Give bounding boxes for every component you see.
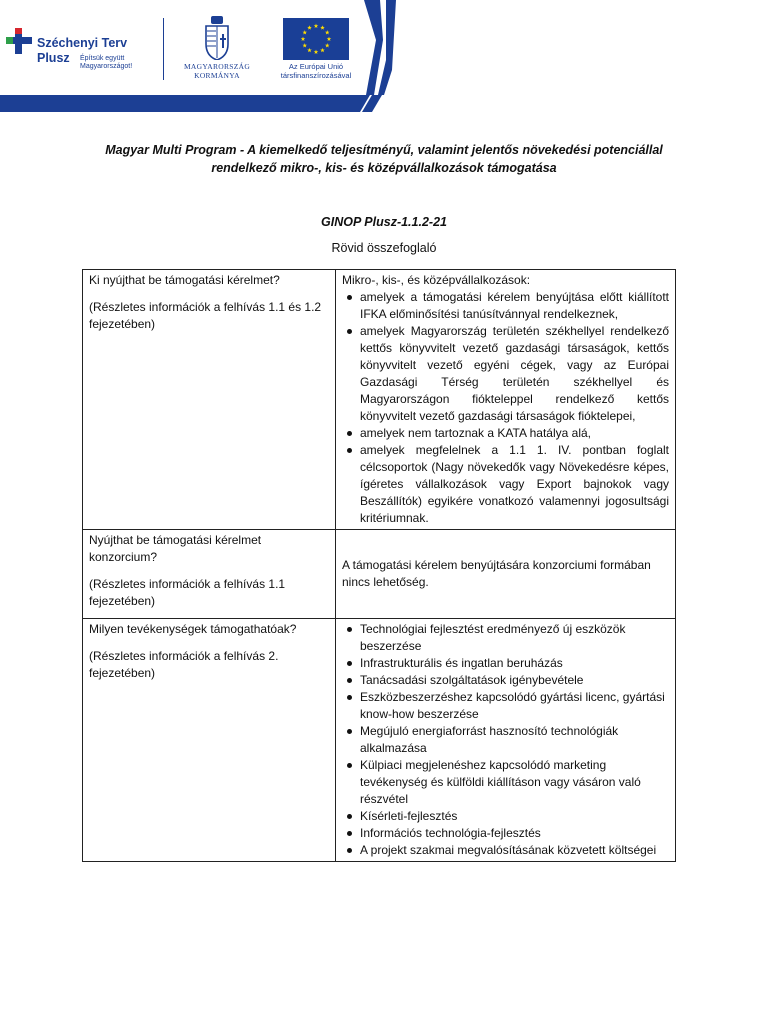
list-item: A projekt szakmai megvalósításának közvetett költségei [360,842,669,859]
answer-cell [336,619,676,862]
program-code: GINOP Plusz-1.1.2-21 [321,215,447,229]
table-row [83,270,676,530]
hungarian-coat-of-arms-icon [203,16,231,60]
eu-star [302,30,307,34]
answer-text: A támogatási kérelem benyújtására konzorciumi formában nincs lehetőség. [342,558,651,589]
answer-cell [336,270,676,530]
government-text [180,62,254,80]
question-note: (Részletes információk a felhívás 1.1 fejezetében) [89,577,286,608]
table-row [83,619,676,862]
list-item: Eszközbeszerzéshez kapcsolódó gyártási licenc, gyártási know-how beszerzése [360,689,669,723]
answer-list [342,289,669,527]
list-item: amelyek Magyarország területén székhellyel rendelkező kettős könyvvitelt vezető gazdasági társaságok, kettős könyvvitelt vezető egyéni cégek, vagy az Európai Gazdasági Térség területén székhellyel és Magyarországon fiókteleppel rendelkező kettős könyvvitelt vezető gazdasági társaságok fióktelepei, [360,324,669,423]
eu-star [301,37,306,41]
eu-star [325,43,330,47]
eu-cofinancing-text [270,62,362,80]
szechenyi-cross-icon [4,26,34,56]
document-subtitle: Rövid összefoglaló [331,241,437,255]
list-item: Kísérleti-fejlesztés [360,808,669,825]
question-note: (Részletes információk a felhívás 2. fejezetében) [89,649,279,680]
eu-line-1: Az Európai Unió [288,62,344,71]
title-line-2: rendelkező mikro-, kis- és középvállalkozások támogatása [211,161,557,175]
eu-star [307,25,312,29]
list-item: amelyek nem tartoznak a KATA hatálya alá, [360,425,669,442]
summary-table [82,269,676,862]
eu-star [302,43,307,47]
slogan-line-2: Magyarországot! [80,63,133,70]
gov-line-1: MAGYARORSZÁG [183,62,251,71]
eu-flag [283,18,349,60]
eu-star [320,48,325,52]
document-title [60,141,708,177]
list-item: Megújuló energiaforrást hasznosító technológiák alkalmazása [360,723,669,757]
eu-star [327,37,332,41]
list-item: Technológiai fejlesztést eredményező új eszközök beszerzése [360,621,669,655]
logo-divider [163,18,164,80]
question-note: (Részletes információk a felhívás 1.1 és 1.2 fejezetében) [89,300,322,331]
gov-line-2: KORMÁNYA [194,71,240,80]
szechenyi-plusz: Plusz [37,51,70,65]
list-item: Külpiaci megjelenéshez kapcsolódó marketing tevékenység és külföldi kiállításon vagy vásáron való részvétel [360,757,669,808]
list-item: Tanácsadási szolgáltatások igénybevétele [360,672,669,689]
szechenyi-terv-logo [4,22,154,78]
list-item: amelyek a támogatási kérelem benyújtása előtt kiállított IFKA előminősítési tanúsítvánnyal rendelkeznek, [360,290,669,321]
question-text: Nyújthat be támogatási kérelmet konzorcium? [89,533,262,564]
question-cell [83,270,336,530]
answer-intro: Mikro-, kis-, és középvállalkozások: [342,273,531,287]
title-line-1: Magyar Multi Program - A kiemelkedő teljesítményű, valamint jelentős növekedési potenciállal [105,143,663,157]
question-text: Milyen tevékenységek támogathatóak? [89,622,297,636]
list-item: Információs technológia-fejlesztés [360,825,669,842]
question-cell [83,530,336,619]
eu-star [320,25,325,29]
eu-star [314,24,319,28]
szechenyi-title: Széchenyi Terv [37,36,128,50]
slogan-line-1: Építsük együtt [80,55,125,62]
table-row [83,530,676,619]
answer-wrapper [342,532,669,616]
szechenyi-slogan [80,55,132,71]
eu-star [314,50,319,54]
eu-star [307,48,312,52]
list-item: Infrastrukturális és ingatlan beruházás [360,655,669,672]
question-text: Ki nyújthat be támogatási kérelmet? [89,273,280,287]
eu-line-2: társfinanszírozásával [280,71,352,80]
eu-stars-icon [283,18,349,60]
question-cell [83,619,336,862]
activity-list [342,621,669,859]
list-item: amelyek megfelelnek a 1.1 1. IV. pontban foglalt célcsoportok (Nagy növekedők vagy Növekedésre képes, ígéretes vállalkozások vagy Export bajnokok vagy Beszállítók) egyikére vonatkozó valamennyi jogosultsági kritériumnak. [360,443,669,525]
page-header [0,0,768,112]
answer-cell [336,530,676,619]
eu-star [325,30,330,34]
